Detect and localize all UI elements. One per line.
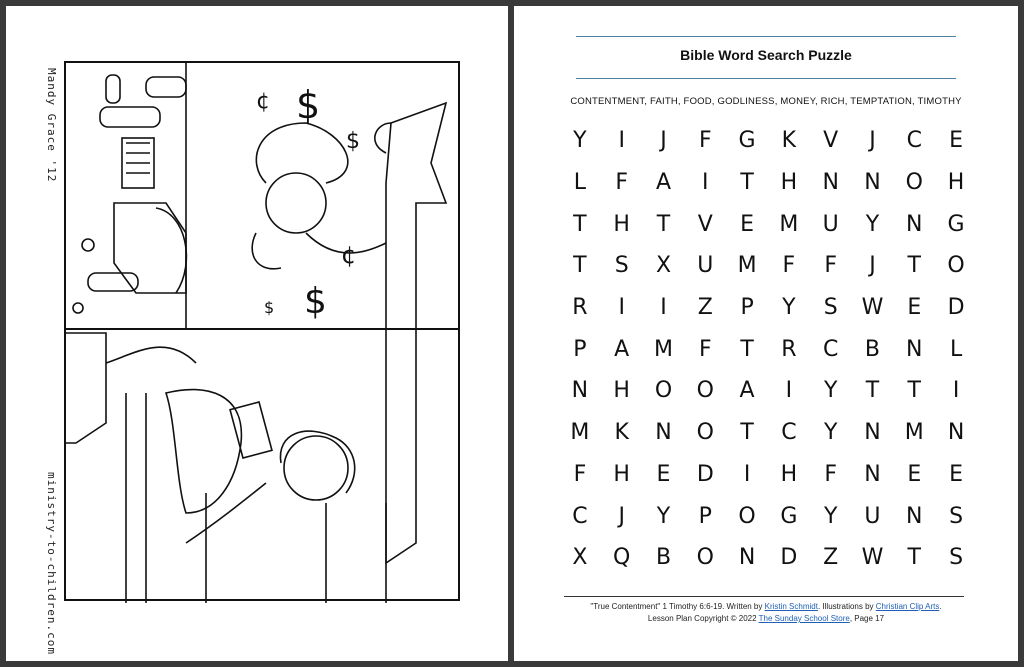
grid-cell: U: [822, 211, 839, 237]
grid-cell: T: [907, 253, 921, 279]
grid-cell: T: [740, 170, 754, 196]
grid-cell: P: [698, 503, 712, 529]
grid-cell: C: [906, 128, 922, 154]
grid-cell: G: [947, 211, 965, 237]
grid-cell: F: [698, 128, 712, 154]
svg-text:¢: ¢: [256, 89, 270, 114]
footer-rule: [564, 596, 964, 597]
grid-cell: N: [864, 170, 881, 196]
grid-cell: I: [702, 170, 709, 196]
grid-cell: Y: [865, 211, 880, 237]
grid-cell: U: [864, 503, 881, 529]
grid-cell: I: [785, 378, 793, 404]
grid-cell: D: [780, 545, 798, 571]
author-link[interactable]: Kristin Schmidt: [764, 602, 818, 611]
grid-cell: F: [782, 253, 796, 279]
grid-cell: O: [738, 503, 756, 529]
grid-cell: F: [615, 170, 629, 196]
grid-cell: D: [696, 461, 714, 487]
grid-cell: N: [906, 211, 923, 237]
grid-cell: J: [618, 503, 625, 529]
grid-cell: W: [861, 545, 884, 571]
grid-cell: Z: [697, 295, 713, 321]
grid-cell: K: [614, 420, 629, 446]
grid-cell: Y: [782, 295, 796, 321]
grid-cell: U: [697, 253, 714, 279]
grid-cell: P: [740, 295, 754, 321]
grid-cell: Y: [823, 378, 838, 404]
svg-text:$: $: [304, 281, 327, 322]
footer-text: "True Contentment" 1 Timothy 6:6-19. Written by: [590, 602, 765, 611]
grid-cell: S: [823, 295, 838, 321]
grid-cell: A: [655, 170, 672, 196]
grid-cell: S: [949, 503, 964, 529]
grid-cell: F: [824, 253, 837, 279]
grid-cell: T: [907, 545, 921, 571]
grid-cell: N: [655, 420, 672, 446]
grid-cell: L: [949, 336, 963, 362]
grid-cell: Y: [823, 420, 838, 446]
grid-cell: T: [573, 253, 587, 279]
grid-cell: M: [570, 420, 590, 446]
grid-cell: O: [696, 420, 714, 446]
grid-cell: N: [571, 378, 589, 404]
grid-cell: Y: [823, 503, 838, 529]
grid-cell: T: [907, 378, 921, 404]
grid-cell: O: [654, 378, 673, 404]
grid-cell: M: [654, 336, 673, 362]
grid-cell: H: [613, 211, 630, 237]
grid-cell: H: [780, 170, 798, 196]
grid-cell: V: [823, 128, 839, 154]
grid-cell: Y: [573, 128, 587, 154]
grid-cell: I: [618, 295, 625, 321]
footer-line-1: [514, 601, 1018, 613]
grid-cell: C: [781, 420, 797, 446]
grid-cell: O: [905, 170, 923, 196]
footer-text: . Illustrations by: [817, 602, 876, 611]
grid-cell: G: [780, 503, 798, 529]
grid-cell: R: [781, 336, 797, 362]
grid-cell: T: [573, 211, 587, 237]
page-footer: [514, 601, 1018, 625]
grid-cell: P: [573, 336, 587, 362]
grid-cell: H: [613, 461, 630, 487]
grid-cell: O: [696, 378, 714, 404]
coloring-illustration: [66, 63, 462, 603]
grid-cell: N: [906, 503, 923, 529]
grid-cell: M: [904, 420, 924, 446]
grid-cell: E: [656, 461, 671, 487]
grid-cell: E: [949, 128, 964, 154]
grid-cell: N: [864, 461, 881, 487]
grid-cell: J: [660, 128, 667, 154]
artist-signature: Mandy Grace '12: [45, 68, 58, 183]
grid-cell: T: [740, 420, 754, 446]
coloring-artwork: [64, 61, 460, 601]
grid-cell: Z: [823, 545, 839, 571]
grid-cell: E: [907, 295, 922, 321]
word-list: CONTENTMENT, FAITH, FOOD, GODLINESS, MONEY, RICH, TEMPTATION, TIMOTHY: [570, 96, 962, 107]
grid-cell: E: [907, 461, 922, 487]
grid-cell: Q: [613, 545, 631, 571]
svg-text:$: $: [296, 83, 321, 127]
grid-cell: S: [949, 545, 964, 571]
grid-cell: F: [573, 461, 587, 487]
grid-cell: N: [947, 420, 965, 446]
grid-cell: J: [869, 128, 876, 154]
grid-cell: S: [614, 253, 629, 279]
grid-cell: B: [655, 545, 672, 571]
grid-cell: W: [861, 295, 884, 321]
page-title: Bible Word Search Puzzle: [680, 47, 852, 63]
grid-cell: X: [572, 545, 588, 571]
grid-cell: M: [737, 253, 757, 279]
svg-text:$: $: [346, 129, 360, 154]
title-rule-bottom: [576, 78, 956, 79]
grid-cell: D: [947, 295, 965, 321]
grid-cell: T: [865, 378, 880, 404]
grid-cell: G: [738, 128, 756, 154]
website-text: ministry-to-children.com: [45, 472, 58, 655]
grid-cell: H: [947, 170, 965, 196]
grid-cell: V: [697, 211, 713, 237]
grid-cell: B: [864, 336, 881, 362]
grid-cell: O: [947, 253, 965, 279]
grid-cell: T: [740, 336, 754, 362]
grid-cell: N: [906, 336, 923, 362]
illustrator-link[interactable]: Christian Clip Arts: [875, 602, 940, 611]
grid-cell: L: [573, 170, 587, 196]
store-link[interactable]: The Sunday School Store: [758, 614, 850, 623]
grid-cell: A: [614, 336, 630, 362]
word-search-grid: [559, 120, 977, 579]
footer-line-2: [514, 613, 1018, 625]
grid-cell: C: [572, 503, 588, 529]
grid-cell: M: [779, 211, 799, 237]
grid-cell: N: [864, 420, 881, 446]
puzzle-page: [514, 6, 1018, 661]
grid-cell: J: [869, 253, 876, 279]
footer-text: , Page 17: [849, 614, 885, 623]
grid-cell: F: [824, 461, 837, 487]
grid-cell: C: [822, 336, 839, 362]
grid-cell: I: [743, 461, 751, 487]
grid-cell: T: [656, 211, 671, 237]
title-rule-top: [576, 36, 956, 37]
grid-cell: O: [696, 545, 714, 571]
coloring-page: [6, 6, 508, 661]
grid-cell: N: [738, 545, 756, 571]
grid-cell: H: [780, 461, 798, 487]
footer-text: .: [939, 602, 942, 611]
coin-stacks-icon: [73, 75, 186, 313]
svg-text:$: $: [264, 298, 275, 317]
grid-cell: H: [613, 378, 630, 404]
grid-cell: E: [949, 461, 964, 487]
grid-cell: X: [655, 253, 672, 279]
footer-text: Lesson Plan Copyright © 2022: [647, 614, 759, 623]
grid-cell: K: [781, 128, 797, 154]
grid-cell: R: [572, 295, 588, 321]
svg-text:¢: ¢: [341, 241, 357, 269]
grid-cell: I: [618, 128, 625, 154]
grid-cell: Y: [656, 503, 671, 529]
grid-cell: I: [952, 378, 960, 404]
grid-cell: N: [822, 170, 839, 196]
grid-cell: F: [698, 336, 712, 362]
grid-cell: E: [740, 211, 755, 237]
grid-cell: A: [739, 378, 755, 404]
grid-cell: I: [660, 295, 667, 321]
